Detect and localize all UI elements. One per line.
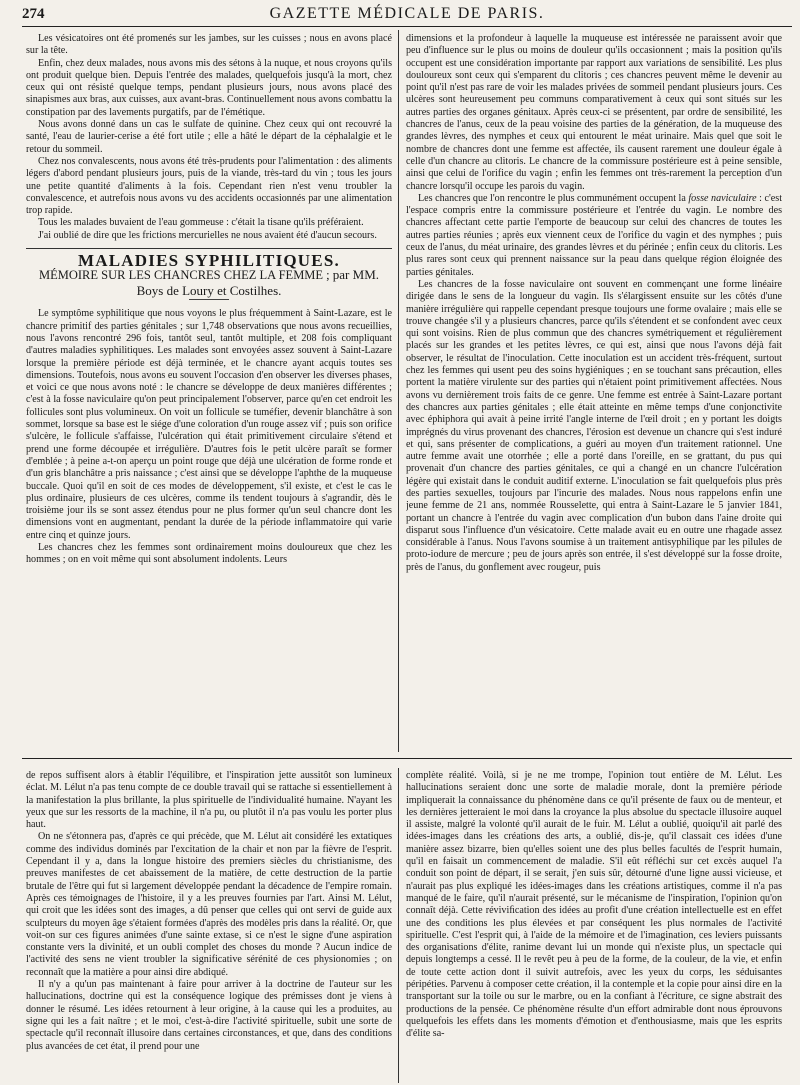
page-number: 274 — [22, 6, 45, 22]
journal-title: GAZETTE MÉDICALE DE PARIS. — [269, 5, 545, 22]
memoir-title — [26, 267, 392, 299]
paragraph: Les chancres de la fosse naviculaire ont souvent en commençant une forme linéaire dirigée dans le sens de la longueur du vagin. Ils s'élargissent ensuite sur les côtés d'une manière irrégulière qui rappelle cependant presque toujours une forme ovalaire ; mais elle se trouve changée s'il y a plusieurs chancres, parce qu'ils s'étendent et se confondent avec ceux qui sont voisins. Rien de plus commun que des chancres symétriquement et régulièrement placés sur les grandes et les petites lèvres, ce qui est, ainsi que nous l'avons déjà fait observer, le résultat de l'inoculation. Cette inoculation est un accident très-fréquent, surtout chez les femmes qui usent peu des soins hygiéniques ; en se touchant sans précaution, elles portent la matière virulente sur des parties qui n'étaient point primitivement affectées. Nous avons vu dernièrement trois faits de ce genre. Une femme est entrée à Saint-Lazare portant des chancres aux parties génitales ; elle était atteinte en même temps d'une conjonctivite avec éphiphora qui avait à peine irrité l'angle interne de l'œil droit ; en y portant les doigts imprégnés du virus provenant des chancres, l'érosion est devenue un chancre qui s'est induré et qui, sans présenter de complications, a guéri au moyen d'un traitement rationnel. Une autre femme avait une otorrhée ; elle a porté dans l'oreille, en se grattant, du pus qui provenait d'un chancre des parties génitales, ce qui a changé en un chancre l'ulcération légère qui existait dans le conduit auditif externe. L'inoculation se fait quelquefois plus près des parties sexuelles, toujours par l'incurie des malades. Nous nous rappelons enfin une jeune femme de 21 ans, nommée Rousselette, qui entra à Saint-Lazare le 5 janvier 1841, portant un chancre à l'entrée du vagin avec complication d'un bubon dans l'aine droite qui disparut sous l'influence d'un vésicatoire. Cette malade avait eu en outre une rhagade assez considérable à l'anus. Nous l'avons soumise à un traitement antisyphilique par les pilules de proto-iodure de mercure ; peu de jours après son entrée, il s'est développé sur la fosse droite, près de l'anus, du gonflement avec rougeur, puis — [406, 278, 782, 573]
paragraph: Nous avons donné dans un cas le sulfate de quinine. Chez ceux qui ont recouvré la santé, l'eau de laurier-cerise a été fort utile ; elle a hâté le départ de la céphalalgie et le retour du sommeil. — [26, 119, 392, 155]
page-header — [22, 4, 792, 27]
paragraph — [406, 193, 782, 279]
paragraph: Les chancres chez les femmes sont ordinairement moins douloureux que chez les hommes ; on en voit même qui sont absolument indolents. Leurs — [26, 541, 392, 566]
column-divider-top — [398, 30, 399, 752]
paragraph: dimensions et la profondeur à laquelle la muqueuse est intéressée ne paraissent avoir que peu d'influence sur le plus ou moins de douleur qu'ils occasionnent ; mais la position qu'ils occupent est une considération importante par rapport aux variations de sensibilité. Les plus douloureux sont ceux qui s'emparent du clitoris ; ces chancres peuvent même le devenir au point qu'il n'est pas rare de voir les malades privées de sommeil pendant plusieurs jours. Ces ulcères sont heureusement peu communs comparativement à ceux qui sont situés sur les autres parties des organes génitaux. Après ceux-ci se présentent, par ordre de sensibilité, les chancres de l'anus, ceux de la peau voisine des parties de la génération, de la muqueuse des grandes lèvres, des nymphes et ceux qui entourent le méat urinaire. Mais quel que soit le nombre de chancres dont une femme est affectée, ils causent rarement une douleur égale à celle d'un chancre au clitoris. Le chancre de la commissure postérieure est à peine sensible, ainsi que celui de l'orifice du vagin ; enfin les femmes ont très-rarement la perception d'un chancre lorsqu'il occupe les parois du vagin. — [406, 33, 782, 192]
paragraph: Chez nos convalescents, nous avons été très-prudents pour l'alimentation : des aliments légers d'abord pendant plusieurs jours, puis de la viande, très-tard du vin ; tous les jours une petite quantité d'aliments à la fois. Cependant rien n'est venu troubler la convalescence, et autrefois nous avons vu des accidents occasionnés par une alimentation trop rapide. — [26, 155, 392, 217]
column-divider-bottom — [398, 768, 399, 1083]
paragraph: Les vésicatoires ont été promenés sur les jambes, sur les cuisses ; nous en avons placé sur la tête. — [26, 33, 392, 57]
paragraph: On ne s'étonnera pas, d'après ce qui précède, que M. Lélut ait considéré les extatiques comme des individus dominés par l'excitation de la chair et non par la fièvre de l'esprit. Cependant il y a, dans la longue histoire des premiers siècles du christianisme, des preuves manifestes de cet abaissement de la matière, de cette destruction de la partie brutale de l'être qui fut si largement développée pendant la décadence de l'empire romain. Après ces témoignages de l'histoire, il y a les preuves fournies par l'art. Ainsi M. Lélut, qui croit que les idées sont des images, a dû penser que celles qui ont servi de guide aux sculpteurs du moyen âge s'étaient formées d'après des modèles pris dans la réalité. Or, que voit-on sur ces figures animées d'une sainte extase, si ce n'est le signe d'une aspiration constante vers la divinité, et un oubli complet des choses du monde ? Aucun indice de l'activité des sens ne vient troubler la significative sérénité de ces physionomies ; on reconnaît que la matière a pour ainsi dire abdiqué. — [26, 831, 392, 978]
column-bottom-left — [26, 770, 392, 1082]
paragraph: complète réalité. Voilà, si je ne me trompe, l'opinion tout entière de M. Lélut. Les hallucinations seraient donc une sorte de maladie morale, dont la première période impliquerait la connaissance du phénomène dans ce qu'il présente de faux ou de menteur, et les dernières jetteraient le moi dans la croyance la plus absolue du spectacle illusoire auquel il assiste, malgré la volonté qu'il aurait de le fuir. M. Lélut a oublié, quoiqu'il ait parlé des idées-images dans les créations des arts, a oublié, dis-je, qu'il classait ces idées d'une manière assez bizarre, bien qu'elles soient une des plus belles facultés de l'esprit humain, qu'il en faisait un commencement de maladie. S'il eût réfléchi sur cet excès auquel l'a conduit son point de départ, il se serait, j'en suis sûr, détourné d'une ligne aussi vicieuse, et n'aurait pas plus expliqué les idées-images dans les créations artistiques, comme il n'a pas manqué de le faire, qu'il n'aurait présenté, sur le mécanisme de l'inspiration, l'opinion qu'on connaît déjà. Cette réviviﬁcation des idées au profit d'une création intellectuelle est en effet une des conditions les plus élevées et par conséquent les plus normales de l'activité spirituelle. C'est l'esprit qui, à l'aide de la mémoire et de l'imagination, ces leviers puissants des organisations d'élite, ranime devant lui un monde qui n'existe plus, un spectacle qui depuis longtemps a cessé. Il le revêt peu à peu de la forme, de la couleur, de la vie, et enfin de toute cette action dont il suivit autrefois, avec les yeux du corps, les séduisantes péripéties. Parvenu à composer cette création, il la contemple et la copie pour ainsi dire en la transportant sur la toile ou sur le marbre, ou en la confiant à l'écriture, ce signe abstrait des productions de la pensée. Ce phénomène résulte d'un effort admirable dont nous éprouvons quelquefois les effets dans les moments d'émotion et d'enthousiasme, mais que les esprits d'élite sa- — [406, 770, 782, 1040]
paragraph: de repos suffisent alors à établir l'équilibre, et l'inspiration jette aussitôt son lumineux éclat. M. Lélut n'a pas tenu compte de ce double travail qui se rattache si essentiellement à la manifestation la plus brillante, la plus spirituelle de l'individualité humaine. N'ayant les yeux que sur les ressorts de la machine, il n'a pu, ou plutôt il n'a pas voulu les porter plus haut. — [26, 770, 392, 831]
paragraph-text: Les chancres que l'on rencontre le plus communément occupent la — [418, 192, 689, 204]
paragraph: Le symptôme syphilitique que nous voyons le plus fréquemment à Saint-Lazare, est le chancre primitif des parties génitales ; sur 1,748 observations que nous avons recueillies, nous l'avons rencontré 296 fois, tantôt seul, tantôt multiple, et 208 fois compliquant d'autres maladies syphilitiques. Les malades sont envoyées assez souvent à Saint-Lazare lorsque la première période est déjà terminée, et le chancre ayant acquis toutes ses dimensions. Toutefois, nous avons eu souvent l'occasion d'en observer les diverses phases, et voici ce que nous avons noté : le chancre se développe de deux manières différentes ; c'est à la fosse naviculaire qu'on peut principalement l'observer, parce qu'en cet endroit les follicules sont plus volumineux. On voit un follicule se tuméfier, devenir blanchâtre à son sommet, lorsque sa base est le siége d'une coloration d'un rouge assez vif ; puis son orifice s'ulcère, le follicule s'affaisse, l'ulcération qui était primitivement circulaire s'étend et prend une forme découpée et irrégulière. D'autres fois le petit ulcère paraît se former d'emblée ; à peine a-t-on aperçu un point rouge que déjà une ulcération de forme ronde et d'un gris blanchâtre a pris naissance ; c'est ainsi que se développe l'aphthe de la muqueuse buccale. Quoi qu'il en soit de ces modes de développement, s'il existe, et c'est le cas le plus ordinaire, plusieurs de ces ulcères, comme ils tendent toujours à s'agrandir, dès le troisième jour ils se sont assez étendus pour ne plus former qu'un seul chancre dont les dimensions vont en augmentant, pendant la durée de la période inflammatoire qui varie entre cinq et quinze jours. — [26, 308, 392, 541]
title-rule — [189, 299, 229, 300]
column-top-right — [406, 33, 782, 745]
paragraph: J'ai oublié de dire que les frictions mercurielles ne nous avaient été d'aucun secours. — [38, 229, 377, 241]
paragraph: Tous les malades buvaient de l'eau gommeuse : c'était la tisane qu'ils préféraient. — [38, 217, 364, 229]
feuilleton-divider — [22, 758, 792, 759]
column-bottom-right — [406, 770, 782, 1082]
paragraph: Enfin, chez deux malades, nous avons mis des sétons à la nuque, et nous croyons qu'ils ont produit quelque bien. Depuis l'entrée des malades, quelquefois jusqu'à la mort, chez ceux qui ont résisté quelque temps, pendant plusieurs jours, nous avons placé des sinapismes aux bras, aux cuisses, aux avant-bras. Continuellement nous avons combattu la constipation par des lavements purgatifs, par de l'émétique. — [26, 57, 392, 118]
emphasis-text: fosse naviculaire — [688, 192, 757, 204]
section-title: MALADIES SYPHILITIQUES. — [78, 251, 340, 271]
section-rule — [26, 248, 392, 249]
memoir-title-text: MÉMOIRE SUR LES CHANCRES CHEZ LA FEMME ; — [39, 268, 330, 283]
column-top-left — [26, 33, 392, 748]
memoir-authors: par MM. Boys de Loury et Costilhes. — [136, 267, 379, 299]
paragraph-text: : c'est l'espace compris entre la commissure postérieure et l'entrée du vagin. Le nombre des chancres affectant cette partie l'emporte de beaucoup sur celui des chancres de toutes les autres parties réunies ; après eux viennent ceux de l'orifice du vagin et des nymphes ; puis ceux de l'anus, du méat urinaire, des grandes lèvres et du périnée ; enfin ceux du clitoris. Les plus rares sont ceux qui prennent naissance sur la peau dans quelque région éloignée des parties génitales. — [406, 192, 782, 278]
paragraph: Il n'y a qu'un pas maintenant à faire pour arriver à la doctrine de l'auteur sur les hallucinations, doctrine qui est la conséquence logique des prémisses dont je viens à donner le résumé. Les idées retournent à leur origine, à la cause qui les a produites, au signe qui les a fait naître ; et le moi, c'est-à-dire l'activité spirituelle, subit une sorte de spectacle qu'il reconnaît illusoire dans certaines circonstances, et que, dans des conditions plus avancées de cet état, il prend pour une — [26, 979, 392, 1052]
